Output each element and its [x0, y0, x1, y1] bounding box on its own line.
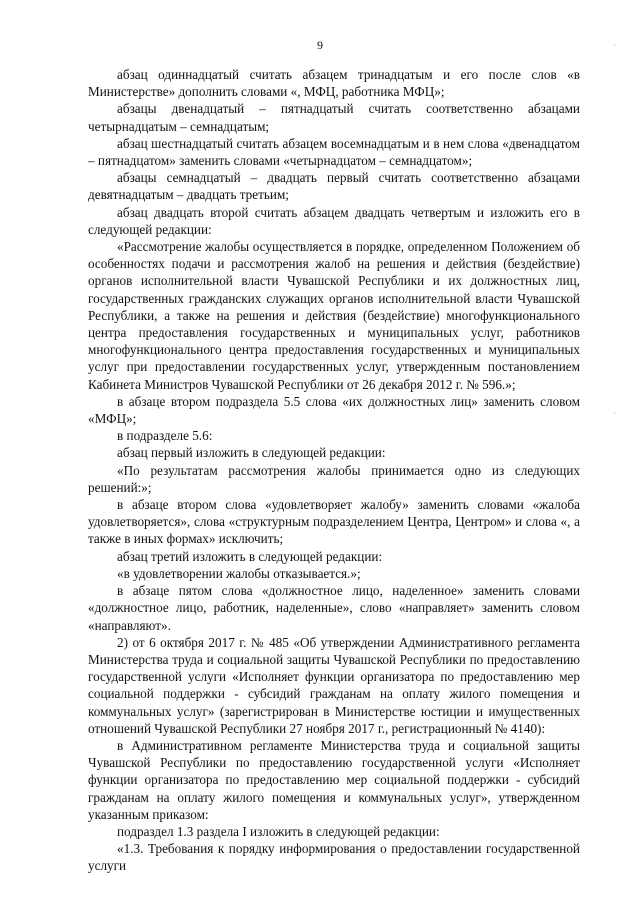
paragraph: абзац первый изложить в следующей редакции: — [117, 445, 386, 461]
paragraph: абзац шестнадцатый считать абзацем восемнадцатым и в нем слова «двенадцатом – пятнадцатом» заменить словами «четырнадцатом – семнадцатом»; — [88, 135, 580, 169]
paragraph: абзацы семнадцатый – двадцать первый считать соответственно абзацами девятнадцатым – двадцать третьим; — [88, 170, 580, 203]
paragraph: 2) от 6 октября 2017 г. № 485 «Об утверждении Административного регламента Министерства труда и социальной защиты Чувашской Республики по предоставлению государственной услуги «Исполняет функции организатора по предоставлению мер социальной поддержки - субсидий гражданам на оплату жилого помещения и коммунальных услуг» (зарегистрирован в Министерстве юстиции и имущественных отношений Чувашской Республики 27 ноября 2017 г., регистрационный № 4140): — [88, 634, 580, 736]
quoted-paragraph: «Рассмотрение жалобы осуществляется в порядке, определенном Положением об особенностях подачи и рассмотрения жалоб на решения и действия (бездействие) органов исполнительной власти Чувашской Республики и их должностных лиц, государственных гражданских служащих органов исполнительной власти Чувашской Республики, а также на решения и действия (бездействие) многофункционального центра предоставления государственных и муниципальных услуг, работников многофункционального центра предоставления государственных и муниципальных услуг при предоставлении государственных услуг, утвержденным постановлением Кабинета Министров Чувашской Республики от 26 декабря 2012 г. № 596.»; — [88, 239, 580, 392]
paragraph: в абзаце пятом слова «должностное лицо, наделенное» заменить словами «должностное лицо, работник, наделенные», слово «направляет» заменить словом «направляют». — [88, 583, 580, 633]
paragraph: в абзаце втором слова «удовлетворяет жалобу» заменить словами «жалоба удовлетворяется», слова «структурным подразделением Центра, Центром» и слова «, а также в иных формах» исключить; — [88, 497, 580, 547]
paragraph: в Административном регламенте Министерства труда и социальной защиты Чувашской Республики по предоставлению государственной услуги «Исполняет функции организатора по предоставлению мер социальной поддержки - субсидий гражданам на оплату жилого помещения и коммунальных услуг», утвержденном указанным приказом: — [88, 737, 580, 822]
paragraph: абзацы двенадцатый – пятнадцатый считать соответственно абзацами четырнадцатым – семнадцатым; — [88, 101, 580, 134]
paragraph: абзац одиннадцатый считать абзацем тринадцатым и его после слов «в Министерстве» дополнить словами «, МФЦ, работника МФЦ»; — [88, 67, 580, 100]
paragraph: абзац третий изложить в следующей редакции: — [117, 548, 383, 564]
document-body — [88, 66, 580, 875]
paragraph: абзац двадцать второй считать абзацем двадцать четвертым и изложить его в следующей редакции: — [88, 204, 580, 237]
paragraph: в подразделе 5.6: — [117, 428, 213, 444]
margin-mark-top: · — [613, 40, 616, 50]
page-number: 9 — [317, 38, 323, 52]
paragraph: в абзаце втором подраздела 5.5 слова «их должностных лиц» заменить словом «МФЦ»; — [88, 393, 580, 427]
quoted-paragraph: «1.3. Требования к порядку информирования о предоставлении государственной услуги — [88, 841, 580, 874]
quoted-paragraph: «в удовлетворении жалобы отказывается.»; — [117, 565, 361, 581]
paragraph: подраздел 1.3 раздела I изложить в следующей редакции: — [117, 823, 440, 839]
margin-mark-middle: · — [613, 408, 616, 418]
quoted-paragraph: «По результатам рассмотрения жалобы принимается одно из следующих решений:»; — [88, 462, 580, 495]
